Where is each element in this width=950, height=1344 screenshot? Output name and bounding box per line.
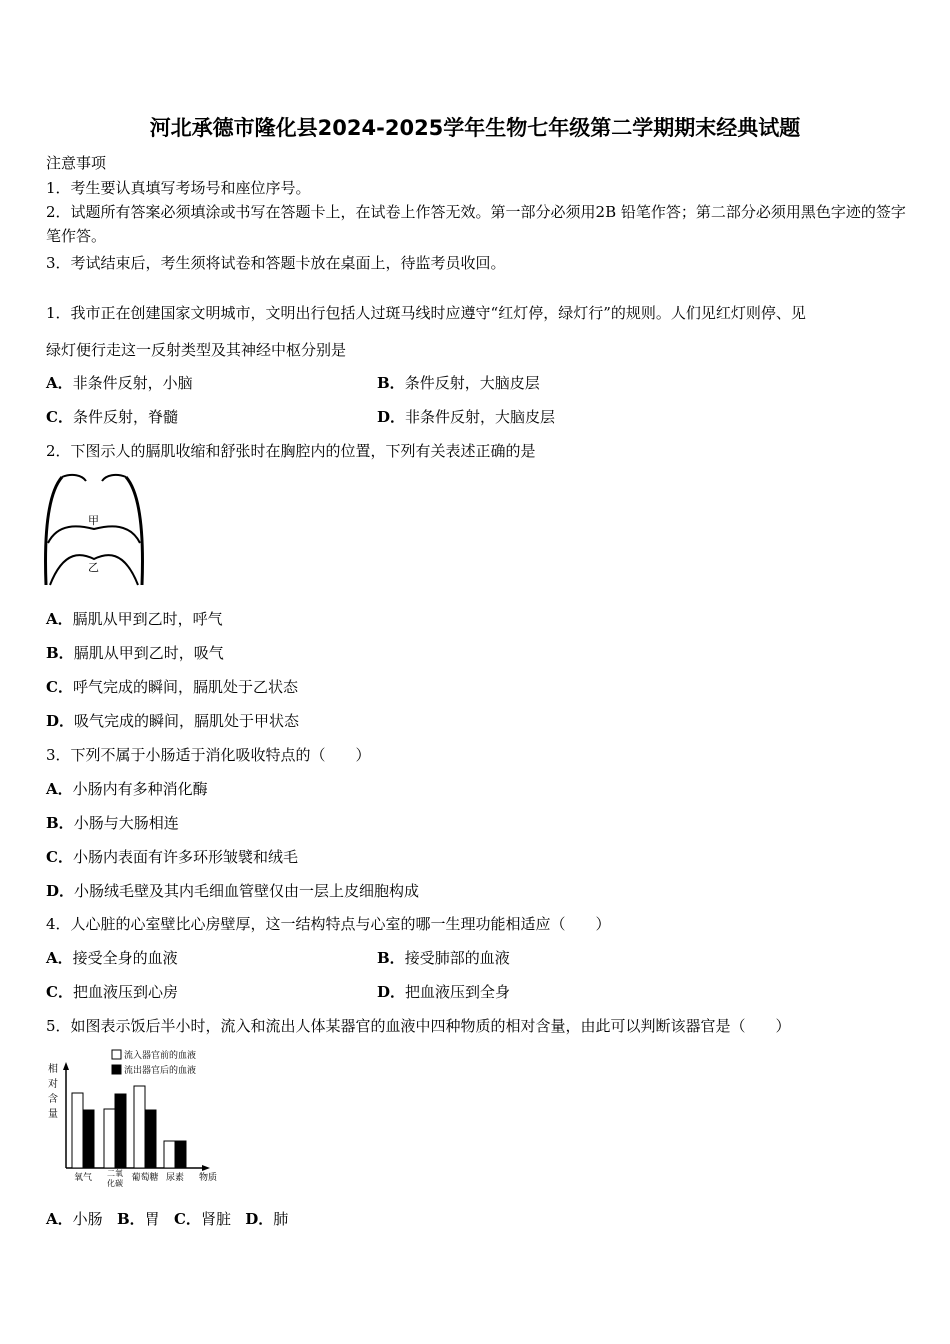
q4-option-d[interactable]: D．把血液压到全身 <box>377 983 511 1001</box>
q3-option-a[interactable]: A．小肠内有多种消化酶 <box>46 780 208 798</box>
legend-label-outflow: 流出器官后的血液 <box>124 1066 197 1076</box>
q5-option-c[interactable]: C．肾脏 <box>173 1210 231 1228</box>
q2-option-b[interactable]: B．膈肌从甲到乙时，吸气 <box>46 644 224 662</box>
bar-inflow-3 <box>134 1086 145 1168</box>
q1-option-a[interactable]: A．非条件反射，小脑 <box>46 374 193 392</box>
x-tick-label: 氧气 <box>73 1173 93 1183</box>
legend-swatch-inflow <box>112 1050 121 1059</box>
q1-option-b[interactable]: B．条件反射，大脑皮层 <box>377 374 540 392</box>
q4-stem: 4．人心脏的心室壁比心房壁厚，这一结构特点与心室的哪一生理功能相适应（ ） <box>46 915 611 933</box>
notice-heading: 注意事项 <box>46 154 107 172</box>
q1-stem-line2: 绿灯便行走这一反射类型及其神经中枢分别是 <box>46 341 347 359</box>
q3-option-d[interactable]: D．小肠绒毛壁及其内毛细血管壁仅由一层上皮细胞构成 <box>46 882 420 900</box>
y-label-char: 含 <box>48 1094 58 1105</box>
legend-swatch-outflow <box>112 1065 121 1074</box>
q2-stem: 2．下图示人的膈肌收缩和舒张时在胸腔内的位置，下列有关表述正确的是 <box>46 442 536 460</box>
chest-top-right <box>102 475 126 481</box>
q3-option-c[interactable]: C．小肠内表面有许多环形皱襞和绒毛 <box>46 848 298 866</box>
y-label-char: 量 <box>48 1109 58 1120</box>
q5-stem: 5．如图表示饭后半小时，流入和流出人体某器官的血液中四种物质的相对含量，由此可以判断该器官是（ ） <box>46 1017 791 1035</box>
notice-item-1: 1．考生要认真填写考场号和座位序号。 <box>46 179 311 197</box>
blood-substance-bar-chart <box>44 1046 226 1190</box>
x-tick-label: 二氧 <box>107 1169 123 1178</box>
notice-item-3: 3．考试结束后，考生须将试卷和答题卡放在桌面上，待监考员收回。 <box>46 254 506 272</box>
q4-option-c[interactable]: C．把血液压到心房 <box>46 983 178 1001</box>
x-axis-label: 物质 <box>199 1173 218 1183</box>
q4-option-b[interactable]: B．接受肺部的血液 <box>377 949 510 967</box>
label-yi: 乙 <box>88 561 99 574</box>
bar-inflow-1 <box>72 1093 83 1168</box>
diaphragm-upper-curve <box>48 526 140 543</box>
bar-outflow-1 <box>83 1110 94 1168</box>
x-tick-label: 尿素 <box>165 1173 185 1183</box>
q5-option-b[interactable]: B．胃 <box>116 1210 160 1228</box>
q2-option-d[interactable]: D．吸气完成的瞬间，膈肌处于甲状态 <box>46 712 300 730</box>
bar-outflow-3 <box>145 1110 156 1168</box>
q1-option-c[interactable]: C．条件反射，脊髓 <box>46 408 178 426</box>
q3-stem: 3．下列不属于小肠适于消化吸收特点的（ ） <box>46 746 371 764</box>
q5-options <box>46 1208 288 1229</box>
q2-option-c[interactable]: C．呼气完成的瞬间，膈肌处于乙状态 <box>46 678 298 696</box>
exam-title: 河北承德市隆化县2024-2025学年生物七年级第二学期期末经典试题 <box>149 116 801 140</box>
x-axis-arrow <box>202 1165 210 1171</box>
chest-top-left <box>62 475 86 481</box>
x-tick-labels <box>74 1168 184 1188</box>
q3-option-b[interactable]: B．小肠与大肠相连 <box>46 814 179 832</box>
y-label-char: 相 <box>48 1064 58 1075</box>
x-tick-label: 化碳 <box>107 1179 123 1188</box>
y-label-char: 对 <box>48 1079 58 1090</box>
notice-item-2: 2．试题所有答案必须填涂或书写在答题卡上，在试卷上作答无效。第一部分必须用2B 铅笔作答；第二部分必须用黑色字迹的签字笔作答。 <box>46 203 906 245</box>
q2-option-a[interactable]: A．膈肌从甲到乙时，呼气 <box>46 610 223 628</box>
y-axis-arrow <box>63 1062 69 1070</box>
q1-stem-line1: 1．我市正在创建国家文明城市，文明出行包括人过斑马线时应遵守“红灯停，绿灯行”的规则。人们见红灯则停、见 <box>46 304 806 322</box>
label-jia: 甲 <box>88 514 99 527</box>
bar-outflow-4 <box>175 1141 186 1168</box>
diaphragm-figure <box>42 473 146 593</box>
legend-label-inflow: 流入器官前的血液 <box>124 1051 197 1061</box>
bar-outflow-2 <box>115 1094 126 1168</box>
q5-option-a[interactable]: A．小肠 <box>46 1210 103 1228</box>
bars <box>72 1086 186 1168</box>
bar-inflow-2 <box>104 1109 115 1168</box>
x-tick-label: 葡萄糖 <box>131 1173 159 1183</box>
q4-option-a[interactable]: A．接受全身的血液 <box>46 949 178 967</box>
q5-option-d[interactable]: D．肺 <box>245 1210 289 1228</box>
bar-inflow-4 <box>164 1141 175 1168</box>
y-axis-label <box>48 1062 58 1120</box>
q1-option-d[interactable]: D．非条件反射，大脑皮层 <box>377 408 556 426</box>
